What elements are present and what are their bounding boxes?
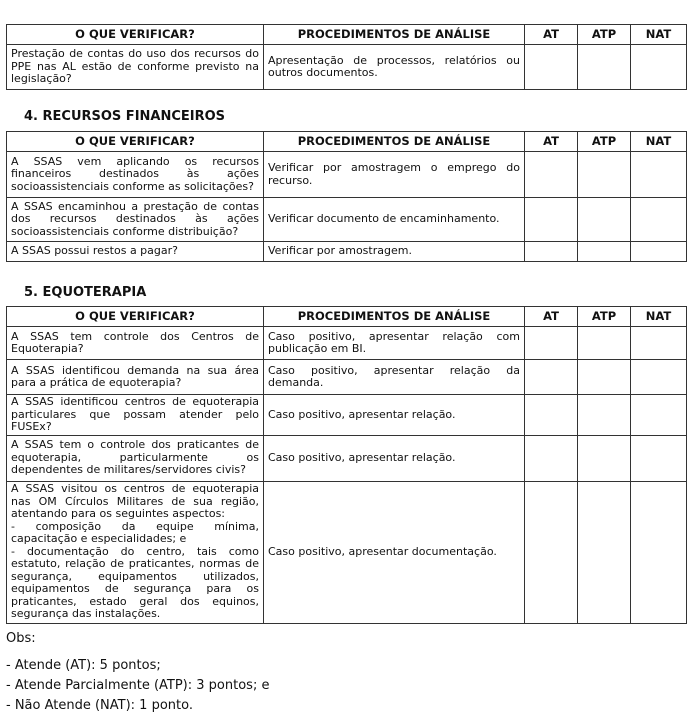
procedure-cell: Caso positivo, apresentar relação da demanda. — [264, 360, 525, 395]
table-row — [7, 152, 687, 198]
question-cell: Prestação de contas do uso dos recursos do PPE nas AL estão de conforme previsto na legislação? — [7, 45, 264, 90]
atp-score-cell[interactable] — [578, 45, 631, 90]
checklist-table-financial-resources — [6, 131, 687, 262]
at-score-cell[interactable] — [525, 435, 578, 481]
atp-score-cell[interactable] — [578, 152, 631, 198]
atp-score-cell[interactable] — [578, 327, 631, 360]
obs-line-at: - Atende (AT): 5 pontos; — [6, 658, 161, 673]
header-at: AT — [525, 307, 578, 327]
atp-score-cell[interactable] — [578, 481, 631, 623]
table-header-row — [7, 132, 687, 152]
table-row — [7, 395, 687, 436]
nat-score-cell[interactable] — [631, 481, 687, 623]
obs-line-atp: - Atende Parcialmente (ATP): 3 pontos; e — [6, 678, 270, 693]
procedure-cell: Verificar por amostragem o emprego do recurso. — [264, 152, 525, 198]
at-score-cell[interactable] — [525, 395, 578, 436]
procedure-cell: Verificar por amostragem. — [264, 242, 525, 262]
header-nat: NAT — [631, 25, 687, 45]
atp-score-cell[interactable] — [578, 242, 631, 262]
question-cell: A SSAS tem o controle dos praticantes de equoterapia, particularmente os dependentes de militares/servidores civis? — [7, 435, 264, 481]
at-score-cell[interactable] — [525, 242, 578, 262]
question-cell: A SSAS identificou centros de equoterapia particulares que possam atender pelo FUSEx? — [7, 395, 264, 436]
table-row — [7, 360, 687, 395]
table-row — [7, 198, 687, 242]
atp-score-cell[interactable] — [578, 395, 631, 436]
nat-score-cell[interactable] — [631, 395, 687, 436]
procedure-cell: Verificar documento de encaminhamento. — [264, 198, 525, 242]
checklist-table-ppe — [6, 24, 687, 90]
question-cell: A SSAS encaminhou a prestação de contas dos recursos destinados às ações socioassistenciais conforme distribuição? — [7, 198, 264, 242]
table-row — [7, 242, 687, 262]
at-score-cell[interactable] — [525, 45, 578, 90]
nat-score-cell[interactable] — [631, 242, 687, 262]
header-what-to-check: O QUE VERIFICAR? — [7, 132, 264, 152]
nat-score-cell[interactable] — [631, 435, 687, 481]
procedure-cell: Caso positivo, apresentar documentação. — [264, 481, 525, 623]
nat-score-cell[interactable] — [631, 152, 687, 198]
obs-line-nat: - Não Atende (NAT): 1 ponto. — [6, 698, 193, 713]
at-score-cell[interactable] — [525, 360, 578, 395]
procedure-cell: Apresentação de processos, relatórios ou outros documentos. — [264, 45, 525, 90]
table-row — [7, 327, 687, 360]
nat-score-cell[interactable] — [631, 360, 687, 395]
at-score-cell[interactable] — [525, 152, 578, 198]
atp-score-cell[interactable] — [578, 360, 631, 395]
header-atp: ATP — [578, 307, 631, 327]
nat-score-cell[interactable] — [631, 45, 687, 90]
question-cell: A SSAS identificou demanda na sua área para a prática de equoterapia? — [7, 360, 264, 395]
procedure-cell: Caso positivo, apresentar relação. — [264, 395, 525, 436]
table-row — [7, 481, 687, 623]
procedure-cell: Caso positivo, apresentar relação. — [264, 435, 525, 481]
header-what-to-check: O QUE VERIFICAR? — [7, 25, 264, 45]
table-row — [7, 435, 687, 481]
table-row — [7, 45, 687, 90]
table-header-row — [7, 307, 687, 327]
checklist-table-equotherapy — [6, 306, 687, 624]
nat-score-cell[interactable] — [631, 327, 687, 360]
observations-title: Obs: — [6, 631, 36, 646]
header-atp: ATP — [578, 25, 631, 45]
header-what-to-check: O QUE VERIFICAR? — [7, 307, 264, 327]
question-cell: A SSAS vem aplicando os recursos financeiros destinados às ações socioassistenciais conforme as solicitações? — [7, 152, 264, 198]
header-at: AT — [525, 132, 578, 152]
at-score-cell[interactable] — [525, 327, 578, 360]
header-nat: NAT — [631, 307, 687, 327]
atp-score-cell[interactable] — [578, 435, 631, 481]
section-title-equotherapy: 5. EQUOTERAPIA — [24, 285, 147, 300]
question-cell: A SSAS visitou os centros de equoterapia nas OM Círculos Militares de sua região, atentando para os seguintes aspectos: - composição da equipe mínima, capacitação e especialidades; e - documentação do centro, tais como estatuto, relação de praticantes, normas de segurança, equipamentos utilizados, equipamentos de segurança para os praticantes, estado geral dos equinos, segurança das instalações. — [7, 481, 264, 623]
header-atp: ATP — [578, 132, 631, 152]
header-at: AT — [525, 25, 578, 45]
question-cell: A SSAS possui restos a pagar? — [7, 242, 264, 262]
table-header-row — [7, 25, 687, 45]
header-analysis-procedures: PROCEDIMENTOS DE ANÁLISE — [264, 307, 525, 327]
at-score-cell[interactable] — [525, 198, 578, 242]
header-nat: NAT — [631, 132, 687, 152]
observations-list — [6, 656, 269, 716]
atp-score-cell[interactable] — [578, 198, 631, 242]
procedure-cell: Caso positivo, apresentar relação com publicação em BI. — [264, 327, 525, 360]
at-score-cell[interactable] — [525, 481, 578, 623]
header-analysis-procedures: PROCEDIMENTOS DE ANÁLISE — [264, 132, 525, 152]
section-title-financial-resources: 4. RECURSOS FINANCEIROS — [24, 109, 226, 124]
nat-score-cell[interactable] — [631, 198, 687, 242]
question-cell: A SSAS tem controle dos Centros de Equoterapia? — [7, 327, 264, 360]
header-analysis-procedures: PROCEDIMENTOS DE ANÁLISE — [264, 25, 525, 45]
